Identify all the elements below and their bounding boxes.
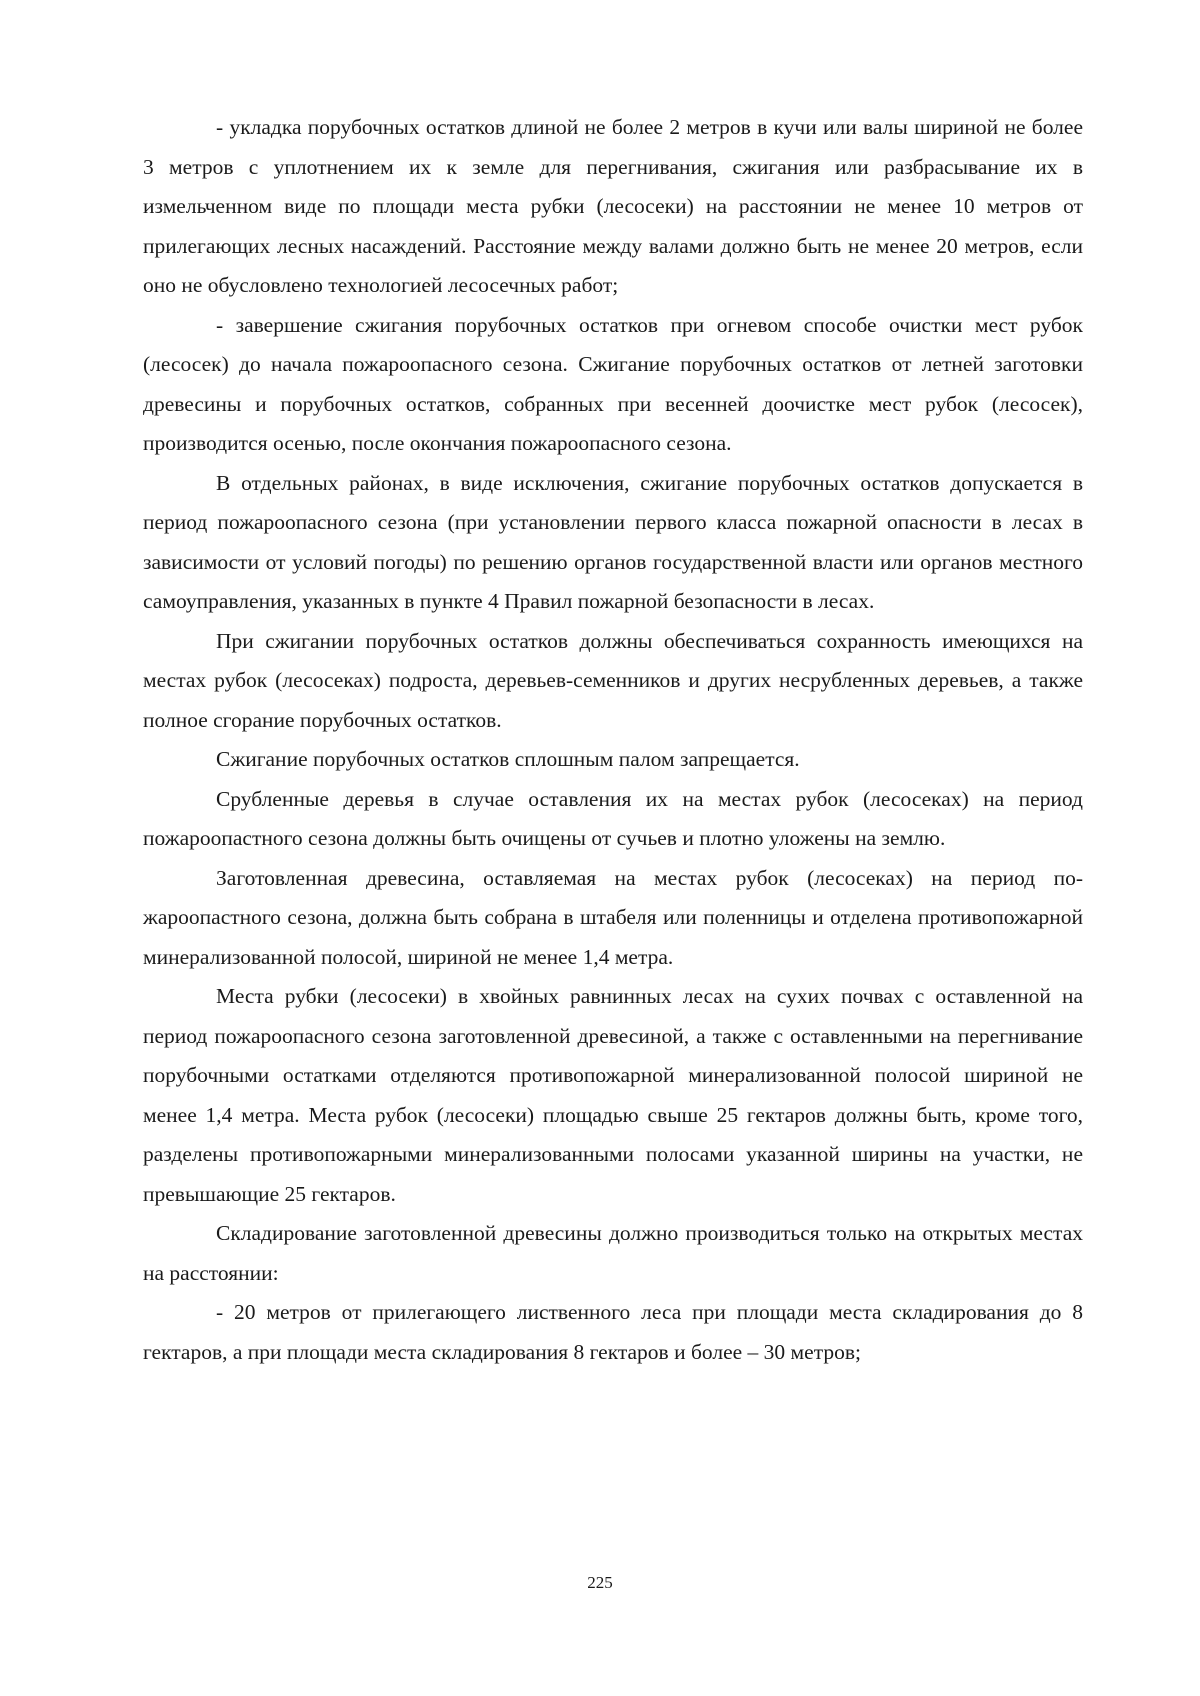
paragraph-burning-exceptions: В отдельных районах, в виде исключения, сжигание порубочных остатков допускается в период пожароопасного сезона (при установлении первого класса пожарной опасности в лесах в зависимости от условий погоды) по решению органов государственной власти или органов местного самоуправления, указанных в пункте 4 Правил пожарной безопасности в лесах. (143, 470, 1083, 613)
paragraph-felled-trees: Срубленные деревья в случае оставления их на местах рубок (лесосеках) на период пожароопастного сезона должны быть очищены от сучьев и плотно уложены на землю. (143, 786, 1083, 850)
paragraph-mineralized-strips: Места рубки (лесосеки) в хвойных равнинных лесах на сухих почвах с оставленной на период пожароопасного сезона заготовленной древесиной, а также с оставленными на перегнивание порубочными остатками отделяются противопожарной минерализованной полосой шириной не менее 1,4 метра. Места рубок (лесосеки) площадью свыше 25 гектаров должны быть, кроме того, разделены противопожарными минерализованными полосами указанной ширины на участки, не превышающие 25 гектаров. (143, 984, 1083, 1206)
body-text (143, 108, 1083, 1372)
page-number: 225 (587, 1573, 613, 1592)
paragraph-burning-preservation: При сжигании порубочных остатков должны обеспечиваться сохранность имеющихся на местах рубок (лесосеках) подроста, деревьев-семенников и других несрубленных деревьев, а также полное сгорание порубочных остатков. (143, 628, 1083, 732)
paragraph-harvested-wood-storage: Заготовленная древесина, оставляемая на местах рубок (лесосеках) на период пожароопастного сезона, должна быть собрана в штабеля или поленницы и отделена противопожарной минерализованной полосой, шириной не менее 1,4 метра. (143, 865, 1083, 969)
paragraph-solid-fire-prohibited: Сжигание порубочных остатков сплошным палом запрещается. (216, 747, 800, 771)
paragraph-logging-residue-piling: - укладка порубочных остатков длиной не более 2 метров в кучи или валы шириной не более 3 метров с уплотнением их к земле для перегнивания, сжигания или разбрасывание их в измельченном виде по площади места рубки (лесосеки) на расстоянии не менее 10 метров от прилегающих лесных насаждений. Расстояние между валами должно быть не менее 20 метров, если оно не обусловлено технологией лесосечных работ; (143, 115, 1083, 297)
paragraph-stacking-distance: Складирование заготовленной древесины должно производиться только на открытых местах на расстоянии: (143, 1221, 1083, 1285)
paragraph-burning-completion: - завершение сжигания порубочных остатков при огневом способе очистки мест рубок (лесосек) до начала пожароопасного сезона. Сжигание порубочных остатков от летней заготовки древесины и порубочных остатков, собранных при весенней доочистке мест рубок (лесосек), производится осенью, после окончания пожароопасного сезона. (143, 312, 1083, 455)
paragraph-deciduous-forest-distance: - 20 метров от прилегающего лиственного леса при площади места складирования до 8 гектаров, а при площади места складирования 8 гектаров и более – 30 метров; (143, 1300, 1083, 1364)
